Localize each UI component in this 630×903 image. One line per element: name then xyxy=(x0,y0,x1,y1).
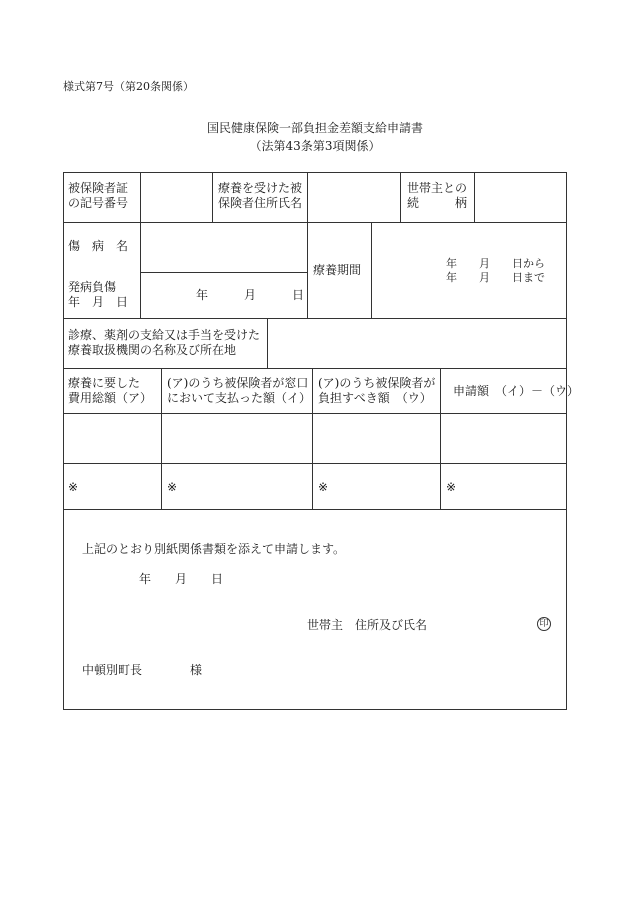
required-burden-label: (ア)のうち被保険者が 負担すべき額 （ウ） xyxy=(318,376,436,405)
row-divider xyxy=(63,368,567,369)
onset-date-label: 発病負傷 年 月 日 xyxy=(68,280,129,309)
office-use-mark: ※ xyxy=(167,480,178,494)
treatment-period-label: 療養期間 xyxy=(313,263,362,277)
patient-address-name-label: 療養を受けた被 保険者住所氏名 xyxy=(218,181,303,210)
column-divider xyxy=(400,172,401,222)
row-divider xyxy=(63,318,567,319)
document-subtitle: （法第43条第3項関係） xyxy=(249,139,381,153)
treatment-period-from: 年 月 日から xyxy=(446,257,545,270)
column-divider xyxy=(161,368,162,509)
total-cost-label: 療養に要した 費用総額（ア） xyxy=(68,376,153,405)
insured-id-label: 被保険者証 の記号番号 xyxy=(68,181,129,210)
form-number: 様式第7号（第20条関係） xyxy=(63,80,194,93)
paid-at-counter-label: (ア)のうち被保険者が窓口 において支払った額（イ） xyxy=(167,376,312,405)
relationship-label: 世帯主との 続 柄 xyxy=(407,181,468,210)
document-title: 国民健康保険一部負担金差額支給申請書 xyxy=(206,121,423,135)
application-date: 年 月 日 xyxy=(139,572,224,586)
column-divider xyxy=(212,172,213,222)
office-use-mark: ※ xyxy=(446,480,457,494)
seal-mark: 印 xyxy=(537,617,551,631)
disease-name-label: 傷 病 名 xyxy=(68,239,129,253)
office-use-mark: ※ xyxy=(68,480,79,494)
onset-date-value: 年 月 日 xyxy=(196,288,305,302)
addressee: 中頓別町長 様 xyxy=(82,663,203,677)
applicant-name-label: 世帯主 住所及び氏名 xyxy=(307,618,428,632)
row-divider xyxy=(63,413,567,414)
column-divider xyxy=(267,318,268,368)
office-use-mark: ※ xyxy=(318,480,329,494)
column-divider xyxy=(312,368,313,509)
row-divider xyxy=(140,272,307,273)
column-divider xyxy=(474,172,475,222)
row-divider xyxy=(63,222,567,223)
column-divider xyxy=(440,368,441,509)
claim-amount-label: 申請額 （イ）－（ウ） xyxy=(453,384,580,398)
row-divider xyxy=(63,463,567,464)
column-divider xyxy=(140,172,141,318)
treatment-period-to: 年 月 日まで xyxy=(446,271,545,284)
row-divider xyxy=(63,509,567,510)
application-statement: 上記のとおり別紙関係書類を添えて申請します。 xyxy=(82,542,346,556)
column-divider xyxy=(371,222,372,318)
column-divider xyxy=(307,172,308,318)
institution-label: 診療、薬剤の支給又は手当を受けた 療養取扱機関の名称及び所在地 xyxy=(68,328,261,357)
